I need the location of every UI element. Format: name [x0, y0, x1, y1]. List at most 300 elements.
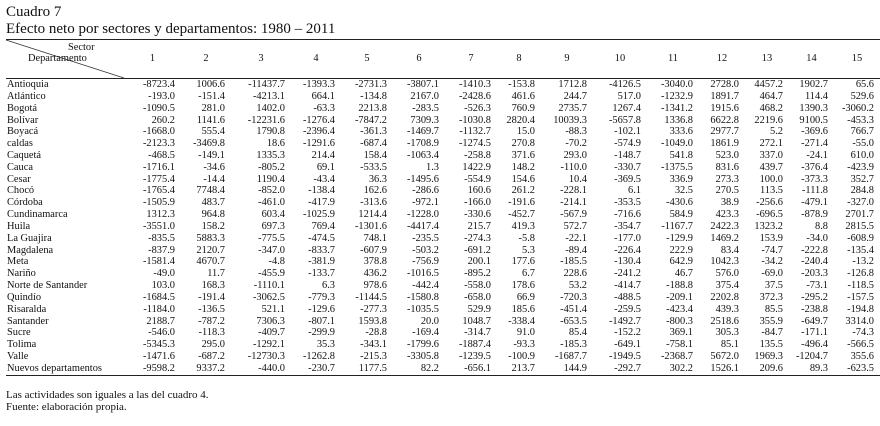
value-cell: -343.1	[360, 339, 387, 351]
value-cell: 964.8	[201, 209, 225, 221]
value-cell: -1495.6	[406, 173, 439, 185]
value-cell: 91.0	[516, 327, 535, 339]
value-cell: 572.7	[563, 220, 587, 232]
value-cell: 100.0	[759, 173, 783, 185]
value-cell: -185.3	[560, 339, 587, 351]
value-cell: -417.9	[308, 197, 335, 209]
value-cell: 1915.6	[710, 102, 739, 114]
value-cell: 168.3	[201, 280, 225, 292]
value-cell: -787.2	[198, 315, 225, 327]
value-cell: -4.8	[268, 256, 285, 268]
department-name: Cesar	[7, 173, 31, 185]
value-cell: -807.1	[308, 315, 335, 327]
value-cell: -259.5	[614, 303, 641, 315]
value-cell: -574.9	[614, 138, 641, 150]
value-cell: 6.7	[522, 268, 535, 280]
value-cell: -1132.7	[459, 126, 491, 138]
value-cell: -837.9	[148, 244, 175, 256]
value-cell: -567.9	[560, 209, 587, 221]
value-cell: -130.4	[614, 256, 641, 268]
department-name: Sucre	[7, 327, 31, 339]
value-cell: -1716.1	[142, 161, 175, 173]
data-table-wrapper	[6, 39, 874, 376]
column-header-8: 8	[497, 40, 541, 79]
value-cell: -330.7	[614, 161, 641, 173]
value-cell: 375.4	[715, 280, 739, 292]
value-cell: 378.8	[363, 256, 387, 268]
value-cell: -1301.6	[354, 220, 387, 232]
value-cell: -193.0	[148, 90, 175, 102]
department-name: Chocó	[7, 185, 35, 197]
value-cell: 1323.2	[754, 220, 783, 232]
value-cell: 7309.3	[410, 114, 439, 126]
value-cell: 222.9	[669, 244, 693, 256]
value-cell: 1048.7	[462, 315, 491, 327]
value-cell: 148.2	[511, 161, 535, 173]
value-cell: 295.0	[201, 339, 225, 351]
department-name: Cauca	[7, 161, 33, 173]
value-cell: -177.0	[614, 232, 641, 244]
value-cell: -691.2	[464, 244, 491, 256]
value-cell: -209.1	[666, 291, 693, 303]
value-cell: -271.4	[801, 138, 828, 150]
value-cell: -1262.8	[302, 351, 335, 363]
value-cell: 135.5	[759, 339, 783, 351]
value-cell: 2213.8	[358, 102, 387, 114]
value-cell: 65.6	[855, 79, 874, 91]
value-cell: -1799.6	[406, 339, 439, 351]
department-name: Bogotá	[7, 102, 38, 114]
value-cell: -423.4	[666, 303, 693, 315]
value-cell: 83.4	[720, 244, 739, 256]
value-cell: 439.7	[759, 161, 783, 173]
value-cell: -1469.7	[406, 126, 439, 138]
value-cell: 177.6	[511, 256, 535, 268]
value-cell: -283.5	[412, 102, 439, 114]
value-cell: -1063.4	[406, 149, 439, 161]
value-cell: 5.3	[522, 244, 535, 256]
column-header-4: 4	[291, 40, 341, 79]
table-body	[6, 79, 880, 376]
value-cell: 1790.8	[256, 126, 285, 138]
value-cell: -833.7	[308, 244, 335, 256]
value-cell: 584.9	[669, 209, 693, 221]
value-cell: -43.4	[313, 173, 335, 185]
value-cell: -1684.5	[142, 291, 175, 303]
value-cell: -1775.4	[142, 173, 175, 185]
value-cell: -241.2	[614, 268, 641, 280]
value-cell: 18.6	[266, 138, 285, 150]
value-cell: 1390.3	[799, 102, 828, 114]
value-cell: -1232.9	[660, 90, 693, 102]
table-row	[6, 268, 880, 280]
value-cell: -110.0	[560, 161, 587, 173]
value-cell: 89.3	[789, 363, 834, 375]
value-cell: -4213.1	[252, 90, 285, 102]
table-subtitle: Efecto neto por sectores y departamentos: 1980 – 2011	[6, 21, 336, 37]
department-name: Nuevos departamentos	[6, 363, 124, 375]
value-cell: -126.8	[847, 268, 874, 280]
column-header-11: 11	[647, 40, 699, 79]
value-cell: -100.9	[508, 351, 535, 363]
value-cell: -461.0	[258, 197, 285, 209]
value-cell: -74.3	[852, 327, 874, 339]
value-cell: -8723.4	[142, 79, 175, 91]
value-cell: 603.4	[261, 209, 285, 221]
column-header-5: 5	[341, 40, 393, 79]
value-cell: -222.8	[801, 244, 828, 256]
column-header-10: 10	[593, 40, 647, 79]
value-cell: 517.0	[617, 90, 641, 102]
value-cell: -73.1	[806, 280, 828, 292]
value-cell: 6.1	[628, 185, 641, 197]
header-row	[6, 40, 880, 79]
value-cell: -852.0	[258, 185, 285, 197]
value-cell: -135.4	[847, 244, 874, 256]
value-cell: -228.1	[560, 185, 587, 197]
value-cell: -277.3	[360, 303, 387, 315]
value-cell: -1410.3	[458, 79, 491, 91]
data-table	[6, 39, 880, 376]
value-cell: 2120.7	[196, 244, 225, 256]
value-cell: 37.5	[764, 280, 783, 292]
value-cell: -327.0	[847, 197, 874, 209]
value-cell: -286.6	[412, 185, 439, 197]
value-cell: -314.7	[464, 327, 491, 339]
value-cell: 2422.3	[710, 220, 739, 232]
value-cell: 1861.9	[710, 138, 739, 150]
value-cell: 1336.8	[664, 114, 693, 126]
value-cell: -129.6	[308, 303, 335, 315]
value-cell: 2701.7	[845, 209, 874, 221]
value-cell: 32.5	[674, 185, 693, 197]
column-header-15: 15	[834, 40, 880, 79]
value-cell: 9337.2	[181, 363, 231, 375]
value-cell: 36.3	[368, 173, 387, 185]
value-cell: -299.9	[308, 327, 335, 339]
department-name: Córdoba	[7, 197, 43, 209]
value-cell: -526.3	[464, 102, 491, 114]
value-cell: -34.0	[806, 232, 828, 244]
value-cell: 2977.7	[710, 126, 739, 138]
value-cell: 1335.3	[256, 149, 285, 161]
value-cell: -430.6	[666, 197, 693, 209]
value-cell: -1887.4	[458, 339, 491, 351]
value-cell: 760.9	[511, 102, 535, 114]
value-cell: 337.0	[759, 149, 783, 161]
department-name: Meta	[7, 256, 29, 268]
value-cell: -1035.5	[406, 303, 439, 315]
value-cell: -12730.3	[247, 351, 285, 363]
value-cell: -3062.5	[252, 291, 285, 303]
value-cell: -258.8	[464, 149, 491, 161]
value-cell: -235.5	[412, 232, 439, 244]
value-cell: 2219.6	[754, 114, 783, 126]
value-cell: 66.9	[516, 291, 535, 303]
value-cell: 2815.5	[845, 220, 874, 232]
value-cell: 419.3	[511, 220, 535, 232]
value-cell: 333.6	[669, 126, 693, 138]
value-cell: -34.6	[203, 161, 225, 173]
value-cell: -70.2	[565, 138, 587, 150]
value-cell: -230.7	[291, 363, 341, 375]
value-cell: -188.8	[666, 280, 693, 292]
value-cell: 178.6	[511, 280, 535, 292]
value-cell: 69.1	[316, 161, 335, 173]
value-cell: -451.4	[560, 303, 587, 315]
value-cell: 185.6	[511, 303, 535, 315]
column-header-1: 1	[124, 40, 181, 79]
value-cell: -1110.1	[253, 280, 285, 292]
value-cell: -171.1	[801, 327, 828, 339]
value-cell: -12231.6	[247, 114, 285, 126]
value-cell: 7748.4	[196, 185, 225, 197]
value-cell: 158.2	[201, 220, 225, 232]
value-cell: -84.7	[761, 327, 783, 339]
value-cell: -1580.8	[406, 291, 439, 303]
department-name: Atlántico	[7, 90, 46, 102]
value-cell: -474.5	[308, 232, 335, 244]
value-cell: -24.1	[806, 149, 828, 161]
value-cell: 154.6	[511, 173, 535, 185]
value-cell: -649.1	[614, 339, 641, 351]
value-cell: 46.7	[674, 268, 693, 280]
value-cell: -775.5	[258, 232, 285, 244]
value-cell: -1949.5	[608, 351, 641, 363]
value-cell: 664.1	[311, 90, 335, 102]
value-cell: 748.1	[363, 232, 387, 244]
value-cell: -533.5	[360, 161, 387, 173]
department-name: Quindío	[7, 291, 42, 303]
value-cell: 2728.0	[710, 79, 739, 91]
value-cell: -191.4	[198, 291, 225, 303]
value-cell: -440.0	[231, 363, 291, 375]
value-cell: -1030.8	[458, 114, 491, 126]
value-cell: 1177.5	[341, 363, 393, 375]
value-cell: 1267.4	[612, 102, 641, 114]
value-cell: 270.5	[715, 185, 739, 197]
value-cell: -468.5	[148, 149, 175, 161]
value-cell: -409.7	[258, 327, 285, 339]
value-cell: -381.9	[308, 256, 335, 268]
value-cell: 2820.4	[506, 114, 535, 126]
value-cell: -1292.1	[252, 339, 285, 351]
value-cell: -1291.6	[302, 138, 335, 150]
department-name: Huila	[7, 220, 31, 232]
value-cell: -452.7	[508, 209, 535, 221]
table-row	[6, 185, 880, 197]
value-cell: -9598.2	[124, 363, 181, 375]
value-cell: 529.6	[850, 90, 874, 102]
value-cell: 1969.3	[754, 351, 783, 363]
value-cell: -2368.7	[660, 351, 693, 363]
value-cell: 273.3	[715, 173, 739, 185]
value-cell: -338.4	[508, 315, 535, 327]
value-cell: -3551.0	[142, 220, 175, 232]
value-cell: -716.6	[614, 209, 641, 221]
value-cell: -608.9	[847, 232, 874, 244]
column-header-14: 14	[789, 40, 834, 79]
value-cell: -1375.5	[660, 161, 693, 173]
column-header-12: 12	[699, 40, 745, 79]
value-cell: -1393.3	[302, 79, 335, 91]
column-header-13: 13	[745, 40, 789, 79]
value-cell: -554.9	[464, 173, 491, 185]
column-header-2: 2	[181, 40, 231, 79]
value-cell: -136.5	[198, 303, 225, 315]
value-cell: 103.0	[151, 280, 175, 292]
value-cell: 6622.8	[710, 114, 739, 126]
value-cell: -111.8	[801, 185, 828, 197]
value-cell: -5345.3	[142, 339, 175, 351]
value-cell: 521.1	[261, 303, 285, 315]
table-row	[6, 256, 880, 268]
value-cell: 697.3	[261, 220, 285, 232]
value-cell: -5.8	[518, 232, 535, 244]
value-cell: -756.9	[412, 256, 439, 268]
value-cell: 1902.7	[799, 79, 828, 91]
value-cell: -3060.2	[841, 102, 874, 114]
department-name: La Guajira	[7, 232, 52, 244]
value-cell: 10039.3	[553, 114, 587, 126]
value-cell: -878.9	[801, 209, 828, 221]
value-cell: -1228.0	[406, 209, 439, 221]
value-cell: 5672.0	[710, 351, 739, 363]
value-cell: 85.4	[568, 327, 587, 339]
value-cell: 281.0	[201, 102, 225, 114]
value-cell: 1141.6	[196, 114, 225, 126]
table-row	[6, 316, 880, 328]
value-cell: -1025.9	[302, 209, 335, 221]
value-cell: 2167.0	[410, 90, 439, 102]
value-cell: -1492.7	[608, 315, 641, 327]
department-name: Boyacá	[7, 126, 39, 138]
value-cell: 244.7	[563, 90, 587, 102]
value-cell: 371.6	[511, 149, 535, 161]
value-cell: -1049.0	[660, 138, 693, 150]
table-row	[6, 363, 880, 375]
value-cell: 261.2	[511, 185, 535, 197]
table-row	[6, 162, 880, 174]
table-row	[6, 327, 880, 339]
value-cell: -1581.4	[142, 256, 175, 268]
value-cell: -2731.3	[354, 79, 387, 91]
value-cell: -149.1	[198, 149, 225, 161]
value-cell: 1593.8	[358, 315, 387, 327]
value-cell: -203.3	[801, 268, 828, 280]
value-cell: -1167.7	[661, 220, 693, 232]
value-cell: -3040.0	[660, 79, 693, 91]
value-cell: 1042.3	[710, 256, 739, 268]
department-name: Bolívar	[7, 114, 39, 126]
value-cell: 423.3	[715, 209, 739, 221]
value-cell: 213.7	[497, 363, 541, 375]
table-row	[6, 174, 880, 186]
value-cell: -89.4	[565, 244, 587, 256]
value-cell: -442.4	[412, 280, 439, 292]
value-cell: 523.0	[715, 149, 739, 161]
value-cell: 769.4	[311, 220, 335, 232]
value-cell: -546.0	[148, 327, 175, 339]
value-cell: -369.5	[614, 173, 641, 185]
table-row	[6, 209, 880, 221]
value-cell: -169.4	[412, 327, 439, 339]
value-cell: -274.3	[464, 232, 491, 244]
value-cell: -1505.9	[142, 197, 175, 209]
value-cell: -1184.0	[143, 303, 175, 315]
table-row	[6, 114, 880, 126]
value-cell: 464.7	[759, 90, 783, 102]
value-cell: 4457.2	[754, 79, 783, 91]
department-name: Santander	[7, 315, 49, 327]
value-cell: 53.2	[568, 280, 587, 292]
value-cell: 355.9	[759, 315, 783, 327]
value-cell: -656.1	[445, 363, 497, 375]
value-cell: -194.8	[847, 303, 874, 315]
column-header-6: 6	[393, 40, 445, 79]
value-cell: -687.4	[360, 138, 387, 150]
value-cell: 260.2	[151, 114, 175, 126]
table-row	[6, 339, 880, 351]
value-cell: 1214.4	[358, 209, 387, 221]
table-row	[6, 150, 880, 162]
value-cell: -14.4	[203, 173, 225, 185]
value-cell: 114.4	[805, 90, 828, 102]
value-cell: 158.4	[363, 149, 387, 161]
value-cell: -558.0	[464, 280, 491, 292]
value-cell: -102.1	[614, 126, 641, 138]
value-cell: -607.9	[360, 244, 387, 256]
value-cell: 85.5	[764, 303, 783, 315]
value-cell: -895.2	[464, 268, 491, 280]
department-axis-label: Departamento	[28, 53, 87, 64]
value-cell: -151.4	[198, 90, 225, 102]
value-cell: 1402.0	[256, 102, 285, 114]
value-cell: 766.7	[850, 126, 874, 138]
value-cell: -2428.6	[458, 90, 491, 102]
table-row	[6, 292, 880, 304]
value-cell: 5883.3	[196, 232, 225, 244]
value-cell: -687.2	[198, 351, 225, 363]
value-cell: 1312.3	[146, 209, 175, 221]
value-cell: -74.7	[761, 244, 783, 256]
value-cell: 35.3	[316, 339, 335, 351]
sector-axis-label: Sector	[68, 42, 95, 53]
table-row	[6, 91, 880, 103]
corner-header-cell	[6, 40, 124, 79]
value-cell: -373.3	[801, 173, 828, 185]
value-cell: -138.4	[308, 185, 335, 197]
value-cell: 9100.5	[799, 114, 828, 126]
value-cell: -69.0	[761, 268, 783, 280]
value-cell: 642.9	[669, 256, 693, 268]
value-cell: -118.5	[847, 280, 874, 292]
value-cell: -2123.3	[142, 138, 175, 150]
value-cell: -28.8	[365, 327, 387, 339]
department-name: Valle	[7, 351, 29, 363]
department-name: caldas	[7, 138, 33, 150]
value-cell: -7847.2	[354, 114, 387, 126]
value-cell: -347.0	[258, 244, 285, 256]
value-cell: -414.7	[614, 280, 641, 292]
value-cell: 483.7	[201, 197, 225, 209]
value-cell: -479.1	[801, 197, 828, 209]
value-cell: -55.0	[852, 138, 874, 150]
value-cell: -1687.7	[554, 351, 587, 363]
table-row	[6, 245, 880, 257]
value-cell: -423.9	[847, 161, 874, 173]
value-cell: -4417.4	[406, 220, 439, 232]
